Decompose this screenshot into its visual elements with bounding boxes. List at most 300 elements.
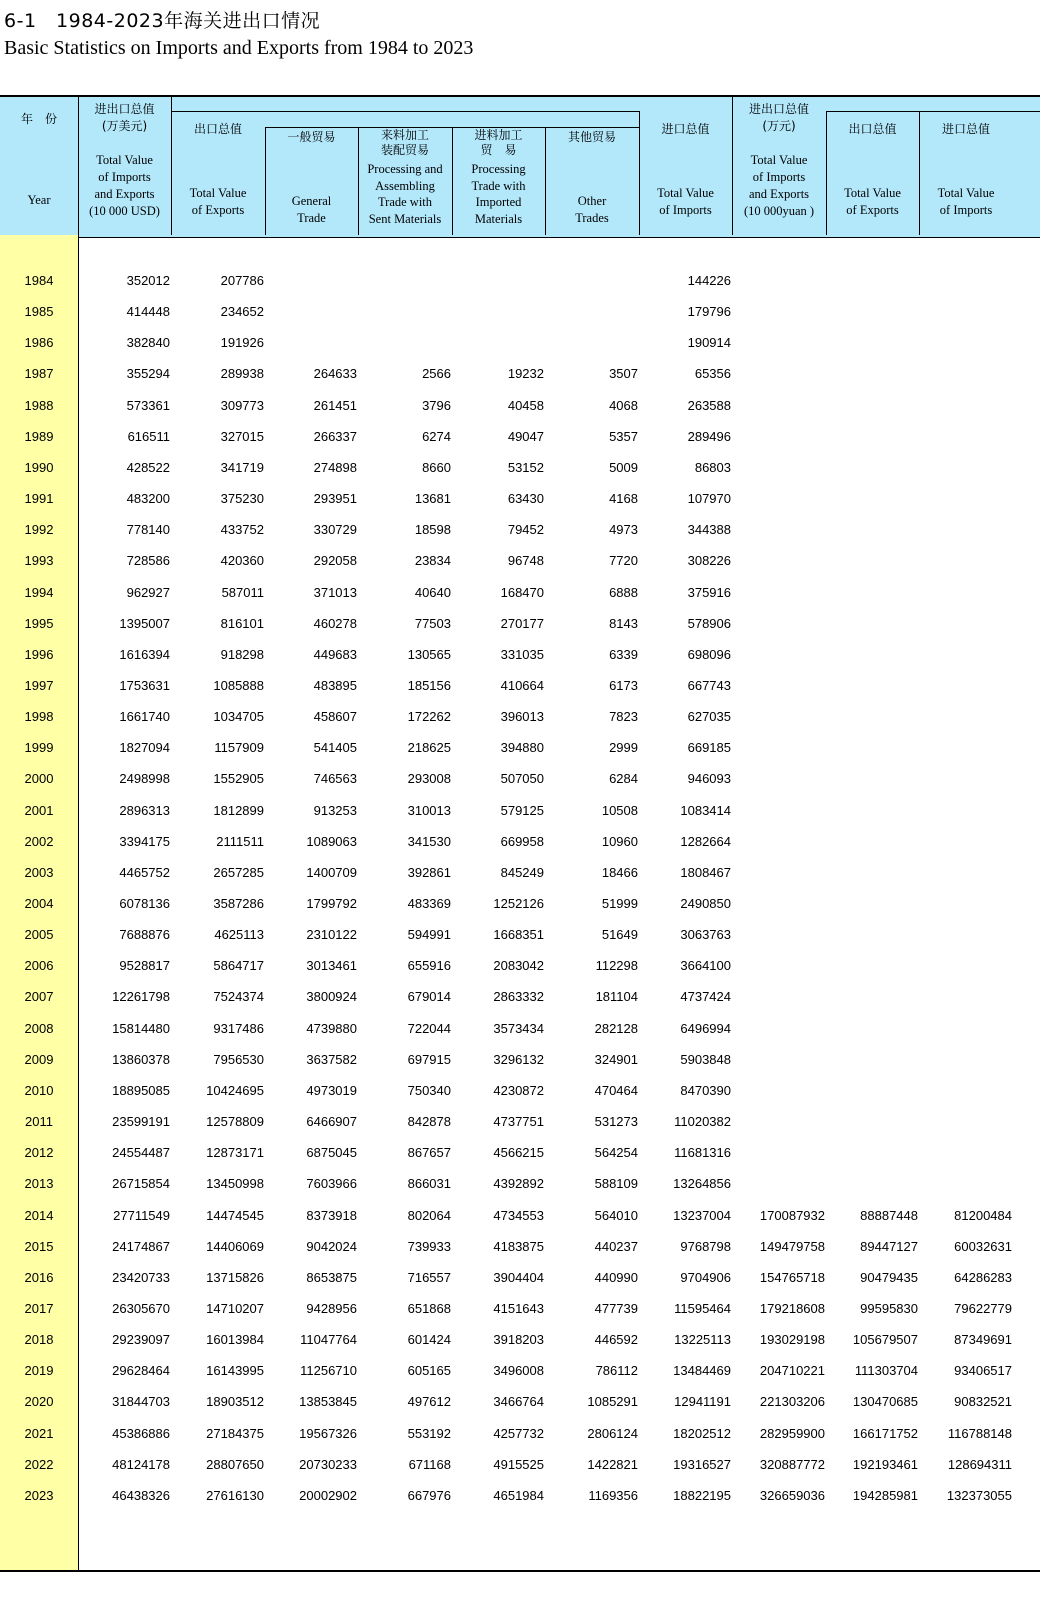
table-row bbox=[0, 732, 1040, 764]
cell-imports: 9704906 bbox=[680, 1269, 731, 1285]
cell-yuan-total bbox=[733, 514, 825, 546]
cell-sent-materials: 497612 bbox=[407, 1394, 451, 1410]
cell-exports: 234652 bbox=[220, 304, 264, 320]
cell-imported-materials: 4392892 bbox=[493, 1176, 544, 1192]
cell-other-trades: 2806124 bbox=[587, 1425, 638, 1441]
cell-exports: 14474545 bbox=[206, 1207, 264, 1223]
cell-exports: 12873171 bbox=[206, 1145, 264, 1161]
cell-imported-materials: 3496008 bbox=[493, 1363, 544, 1379]
cell-year: 2003 bbox=[24, 864, 54, 880]
cell-year: 2017 bbox=[24, 1300, 54, 1316]
table-row bbox=[0, 888, 1040, 920]
cell-yuan-imports bbox=[920, 732, 1012, 764]
cell-other-trades: 112298 bbox=[595, 958, 638, 974]
table-row bbox=[0, 701, 1040, 733]
header-general-cn: 一般贸易 bbox=[287, 130, 336, 144]
cell-yuan-exports bbox=[826, 483, 918, 515]
cell-sent-materials: 130565 bbox=[407, 646, 451, 662]
cell-imported-materials: 1252126 bbox=[493, 896, 544, 911]
cell-exports: 2111511 bbox=[216, 833, 264, 849]
cell-imports: 190914 bbox=[687, 335, 731, 351]
cell-exports: 1812899 bbox=[213, 802, 264, 818]
cell-other-trades: 564254 bbox=[594, 1145, 638, 1161]
cell-usd-total: 778140 bbox=[126, 522, 170, 538]
cell-exports: 2657285 bbox=[213, 864, 264, 880]
cell-yuan-total bbox=[733, 452, 825, 484]
cell-year: 2002 bbox=[24, 833, 54, 849]
cell-general-trade bbox=[265, 296, 357, 328]
cell-yuan-imports bbox=[920, 795, 1012, 827]
cell-yuan-imports bbox=[920, 1044, 1012, 1076]
cell-usd-total: 573361 bbox=[126, 397, 170, 413]
cell-yuan-total: 282959900 bbox=[759, 1425, 825, 1441]
table-row bbox=[0, 545, 1040, 577]
cell-general-trade: 913253 bbox=[313, 802, 357, 818]
cell-imports: 6496994 bbox=[680, 1020, 731, 1036]
cell-yuan-imports bbox=[920, 981, 1012, 1013]
table-row bbox=[0, 452, 1040, 484]
cell-general-trade: 1089063 bbox=[306, 833, 357, 849]
cell-imports: 11681316 bbox=[674, 1145, 731, 1161]
cell-imported-materials: 2083042 bbox=[493, 958, 544, 974]
cell-imported-materials: 4230872 bbox=[493, 1082, 544, 1098]
cell-yuan-exports: 105679507 bbox=[852, 1332, 918, 1348]
cell-imported-materials: 394880 bbox=[500, 740, 544, 756]
cell-general-trade: 7603966 bbox=[306, 1176, 357, 1192]
cell-sent-materials: 750340 bbox=[407, 1082, 451, 1098]
cell-year: 2023 bbox=[24, 1487, 54, 1503]
cell-general-trade: 746563 bbox=[313, 771, 357, 787]
cell-year: 2014 bbox=[24, 1207, 54, 1223]
cell-year: 1998 bbox=[24, 709, 54, 725]
cell-exports: 13450998 bbox=[206, 1176, 264, 1192]
header-yuan-exports-en: Total Value of Exports bbox=[844, 186, 901, 217]
cell-general-trade: 541405 bbox=[313, 740, 357, 756]
cell-sent-materials: 716557 bbox=[407, 1269, 451, 1285]
cell-yuan-exports: 166171752 bbox=[852, 1425, 918, 1441]
cell-sent-materials: 23834 bbox=[414, 553, 451, 569]
cell-year: 2013 bbox=[24, 1176, 54, 1192]
cell-imported-materials: 4183875 bbox=[493, 1238, 544, 1254]
cell-yuan-imports: 132373055 bbox=[946, 1487, 1012, 1503]
cell-yuan-imports bbox=[920, 763, 1012, 795]
cell-yuan-total bbox=[733, 296, 825, 328]
cell-usd-total: 2896313 bbox=[119, 802, 170, 818]
cell-imports: 627035 bbox=[687, 709, 731, 725]
cell-year: 1999 bbox=[24, 740, 54, 756]
cell-yuan-exports bbox=[826, 1106, 918, 1138]
cell-usd-total: 2498998 bbox=[119, 771, 170, 787]
cell-imports: 11595464 bbox=[674, 1300, 731, 1316]
cell-imports: 19316527 bbox=[673, 1456, 731, 1472]
table-row bbox=[0, 390, 1040, 422]
header-exports-cn: 出口总值 bbox=[193, 122, 242, 136]
header-exports-en: Total Value of Exports bbox=[189, 186, 247, 217]
cell-exports: 10424695 bbox=[206, 1082, 264, 1098]
cell-other-trades: 10508 bbox=[601, 802, 638, 818]
cell-yuan-total: 179218608 bbox=[759, 1300, 825, 1316]
cell-yuan-exports bbox=[826, 732, 918, 764]
cell-yuan-imports bbox=[920, 265, 1012, 297]
cell-yuan-imports: 90832521 bbox=[954, 1394, 1012, 1410]
cell-imports: 144226 bbox=[687, 273, 731, 288]
cell-imports: 11020382 bbox=[674, 1114, 731, 1130]
cell-imported-materials: 4566215 bbox=[493, 1145, 544, 1161]
cell-general-trade: 261451 bbox=[313, 397, 357, 413]
cell-exports: 18903512 bbox=[206, 1394, 264, 1410]
cell-sent-materials: 2566 bbox=[422, 366, 451, 382]
cell-general-trade: 11256710 bbox=[300, 1363, 357, 1379]
header-imports-cn: 进口总值 bbox=[661, 122, 710, 136]
cell-sent-materials: 667976 bbox=[407, 1487, 451, 1503]
cell-yuan-imports bbox=[920, 545, 1012, 577]
table-row bbox=[0, 795, 1040, 827]
cell-usd-total: 29239097 bbox=[112, 1332, 170, 1348]
table-row bbox=[0, 265, 1040, 297]
cell-imports: 86803 bbox=[694, 459, 731, 475]
cell-imported-materials: 845249 bbox=[500, 864, 544, 880]
cell-yuan-imports bbox=[920, 1137, 1012, 1169]
cell-exports: 1085888 bbox=[213, 677, 264, 693]
table-row bbox=[0, 639, 1040, 671]
cell-usd-total: 46438326 bbox=[112, 1487, 170, 1503]
cell-yuan-exports bbox=[826, 452, 918, 484]
cell-yuan-imports bbox=[920, 577, 1012, 609]
cell-usd-total: 23420733 bbox=[112, 1269, 170, 1285]
cell-yuan-exports: 89447127 bbox=[860, 1238, 918, 1254]
cell-imports: 1083414 bbox=[680, 802, 731, 818]
cell-yuan-total bbox=[733, 981, 825, 1013]
cell-yuan-imports bbox=[920, 1106, 1012, 1138]
cell-exports: 12578809 bbox=[206, 1114, 264, 1130]
cell-yuan-imports: 64286283 bbox=[954, 1269, 1012, 1285]
cell-year: 2011 bbox=[25, 1114, 53, 1130]
cell-usd-total: 23599191 bbox=[112, 1114, 170, 1130]
cell-year: 1992 bbox=[24, 522, 54, 538]
cell-sent-materials: 8660 bbox=[422, 459, 451, 475]
cell-imported-materials: 507050 bbox=[500, 771, 544, 787]
cell-yuan-total bbox=[733, 390, 825, 422]
cell-yuan-total bbox=[733, 670, 825, 702]
cell-yuan-total bbox=[733, 701, 825, 733]
cell-imports: 1808467 bbox=[680, 864, 731, 880]
cell-sent-materials: 671168 bbox=[408, 1456, 451, 1472]
cell-yuan-imports bbox=[920, 857, 1012, 889]
cell-imported-materials: 410664 bbox=[500, 677, 544, 693]
cell-exports: 1034705 bbox=[213, 709, 264, 725]
cell-sent-materials: 13681 bbox=[414, 491, 451, 507]
cell-imported-materials bbox=[452, 296, 544, 328]
cell-other-trades: 6888 bbox=[609, 584, 638, 600]
cell-general-trade: 6466907 bbox=[306, 1114, 357, 1130]
cell-sent-materials: 679014 bbox=[407, 989, 451, 1005]
cell-year: 1997 bbox=[24, 677, 54, 693]
cell-imports: 2490850 bbox=[680, 896, 731, 911]
cell-imported-materials: 3466764 bbox=[493, 1394, 544, 1410]
cell-yuan-total bbox=[733, 950, 825, 982]
cell-other-trades: 324901 bbox=[594, 1051, 638, 1067]
cell-general-trade: 1400709 bbox=[306, 864, 357, 880]
cell-sent-materials bbox=[359, 327, 451, 359]
cell-yuan-imports bbox=[920, 327, 1012, 359]
cell-year: 2008 bbox=[24, 1020, 54, 1036]
cell-other-trades bbox=[546, 327, 638, 359]
cell-usd-total: 24554487 bbox=[112, 1145, 170, 1161]
cell-usd-total: 1753631 bbox=[119, 677, 170, 693]
cell-yuan-total: 320887772 bbox=[759, 1456, 825, 1472]
header-usd-total-cn: 进出口总值 (万美元) bbox=[94, 102, 155, 133]
cell-other-trades: 7720 bbox=[609, 553, 638, 569]
cell-sent-materials: 18598 bbox=[414, 522, 451, 538]
cell-yuan-imports: 87349691 bbox=[954, 1332, 1012, 1348]
cell-yuan-exports bbox=[826, 701, 918, 733]
cell-yuan-total bbox=[733, 421, 825, 453]
table-row bbox=[0, 1386, 1040, 1418]
cell-sent-materials bbox=[359, 265, 451, 297]
cell-exports: 16143995 bbox=[206, 1363, 264, 1379]
header-other-trades-en: Other Trades bbox=[575, 194, 609, 225]
cell-yuan-total bbox=[733, 795, 825, 827]
cell-imported-materials: 579125 bbox=[500, 802, 544, 818]
cell-usd-total: 728586 bbox=[126, 553, 170, 569]
cell-year: 2019 bbox=[24, 1363, 54, 1379]
cell-yuan-imports bbox=[920, 452, 1012, 484]
cell-yuan-imports bbox=[920, 826, 1012, 858]
cell-general-trade: 460278 bbox=[313, 615, 357, 631]
cell-exports: 27184375 bbox=[206, 1425, 264, 1441]
cell-usd-total: 414448 bbox=[126, 304, 170, 320]
table-row bbox=[0, 981, 1040, 1013]
cell-usd-total: 26715854 bbox=[112, 1176, 170, 1192]
cell-general-trade: 9428956 bbox=[306, 1300, 357, 1316]
cell-other-trades bbox=[546, 296, 638, 328]
cell-year: 2005 bbox=[24, 927, 54, 943]
cell-yuan-exports bbox=[826, 577, 918, 609]
cell-yuan-imports bbox=[920, 514, 1012, 546]
cell-sent-materials: 310013 bbox=[407, 802, 451, 818]
cell-general-trade: 20002902 bbox=[299, 1487, 357, 1503]
cell-imports: 179796 bbox=[687, 304, 731, 320]
cell-imports: 289496 bbox=[687, 428, 731, 444]
table-row bbox=[0, 1480, 1040, 1512]
cell-imports: 8470390 bbox=[680, 1082, 731, 1098]
cell-yuan-exports: 192193461 bbox=[852, 1456, 918, 1472]
cell-sent-materials: 842878 bbox=[407, 1114, 451, 1130]
cell-year: 1994 bbox=[24, 584, 54, 600]
table-row bbox=[0, 1293, 1040, 1325]
cell-yuan-exports bbox=[826, 826, 918, 858]
header-year-en: Year bbox=[27, 193, 51, 207]
cell-year: 2010 bbox=[24, 1082, 54, 1098]
cell-yuan-total: 170087932 bbox=[759, 1207, 825, 1223]
cell-yuan-imports bbox=[920, 639, 1012, 671]
cell-imported-materials: 1668351 bbox=[493, 927, 544, 943]
cell-yuan-total bbox=[733, 732, 825, 764]
cell-other-trades: 10960 bbox=[601, 833, 638, 849]
table-row bbox=[0, 1013, 1040, 1045]
cell-usd-total: 3394175 bbox=[119, 833, 170, 849]
cell-general-trade: 274898 bbox=[313, 459, 357, 475]
table-row bbox=[0, 1075, 1040, 1107]
cell-yuan-total bbox=[733, 608, 825, 640]
table-row bbox=[0, 857, 1040, 889]
cell-yuan-total bbox=[733, 639, 825, 671]
cell-sent-materials bbox=[359, 296, 451, 328]
cell-imported-materials: 4651984 bbox=[493, 1487, 544, 1503]
cell-yuan-exports bbox=[826, 608, 918, 640]
cell-general-trade: 8373918 bbox=[306, 1207, 357, 1223]
cell-sent-materials: 802064 bbox=[407, 1207, 451, 1223]
cell-other-trades: 51649 bbox=[601, 927, 638, 943]
cell-year: 1993 bbox=[24, 553, 54, 569]
cell-imports: 344388 bbox=[687, 522, 731, 538]
table-row bbox=[0, 1324, 1040, 1356]
cell-exports: 341719 bbox=[220, 459, 264, 475]
table-header bbox=[0, 95, 1040, 238]
cell-other-trades: 6339 bbox=[609, 646, 638, 662]
cell-yuan-exports bbox=[826, 763, 918, 795]
cell-other-trades: 2999 bbox=[609, 740, 638, 756]
cell-other-trades bbox=[546, 265, 638, 297]
cell-sent-materials: 655916 bbox=[407, 958, 451, 974]
cell-other-trades: 531273 bbox=[594, 1114, 638, 1130]
cell-other-trades: 18466 bbox=[601, 864, 638, 880]
cell-imports: 1282664 bbox=[680, 833, 731, 849]
table-row bbox=[0, 1044, 1040, 1076]
cell-year: 1995 bbox=[24, 615, 54, 631]
cell-general-trade: 3637582 bbox=[306, 1051, 357, 1067]
header-other-trades-cn: 其他贸易 bbox=[567, 130, 616, 144]
cell-imported-materials: 3296132 bbox=[493, 1051, 544, 1067]
cell-general-trade: 458607 bbox=[313, 709, 357, 725]
cell-usd-total: 352012 bbox=[126, 273, 170, 288]
cell-yuan-exports bbox=[826, 358, 918, 390]
cell-general-trade: 13853845 bbox=[299, 1394, 357, 1410]
table-row bbox=[0, 1106, 1040, 1138]
cell-other-trades: 181104 bbox=[595, 989, 638, 1005]
cell-year: 2021 bbox=[24, 1425, 54, 1441]
cell-exports: 16013984 bbox=[206, 1332, 264, 1348]
header-usd-total-en: Total Value of Imports and Exports (10 000 USD) bbox=[89, 153, 160, 218]
cell-year: 2006 bbox=[24, 958, 54, 974]
header-imports-en: Total Value of Imports bbox=[657, 186, 714, 217]
table-bottom-rule bbox=[0, 1570, 1040, 1572]
header-yuan-exports-cn: 出口总值 bbox=[848, 122, 897, 136]
table-row bbox=[0, 1168, 1040, 1200]
cell-exports: 207786 bbox=[220, 273, 264, 288]
cell-imported-materials: 4257732 bbox=[493, 1425, 544, 1441]
cell-imports: 13484469 bbox=[673, 1363, 731, 1379]
cell-yuan-imports bbox=[920, 483, 1012, 515]
cell-usd-total: 27711549 bbox=[113, 1207, 170, 1223]
cell-other-trades: 477739 bbox=[594, 1300, 638, 1316]
cell-other-trades: 446592 bbox=[594, 1332, 638, 1348]
cell-exports: 433752 bbox=[220, 522, 264, 538]
cell-yuan-exports bbox=[826, 545, 918, 577]
cell-sent-materials: 867657 bbox=[407, 1145, 451, 1161]
cell-yuan-imports: 128694311 bbox=[947, 1456, 1012, 1472]
cell-general-trade: 9042024 bbox=[306, 1238, 357, 1254]
cell-yuan-exports: 111303704 bbox=[854, 1363, 918, 1379]
header-sent-materials-en: Processing and Assembling Trade with Sent Materials bbox=[367, 162, 443, 226]
cell-yuan-total bbox=[733, 483, 825, 515]
cell-imports: 946093 bbox=[687, 771, 731, 787]
cell-exports: 7956530 bbox=[213, 1051, 264, 1067]
cell-general-trade: 483895 bbox=[313, 677, 357, 693]
cell-sent-materials: 218625 bbox=[407, 740, 451, 756]
table-row bbox=[0, 1262, 1040, 1294]
cell-usd-total: 13860378 bbox=[112, 1051, 170, 1067]
cell-yuan-total: 221303206 bbox=[759, 1394, 825, 1410]
cell-usd-total: 355294 bbox=[126, 366, 170, 382]
cell-yuan-exports bbox=[826, 857, 918, 889]
table-row bbox=[0, 1355, 1040, 1387]
cell-yuan-total bbox=[733, 358, 825, 390]
cell-usd-total: 1395007 bbox=[119, 615, 170, 631]
cell-imports: 9768798 bbox=[680, 1238, 731, 1254]
table-row bbox=[0, 1418, 1040, 1450]
table-row bbox=[0, 1137, 1040, 1169]
cell-yuan-total bbox=[733, 1075, 825, 1107]
cell-yuan-total bbox=[733, 545, 825, 577]
cell-yuan-imports bbox=[920, 701, 1012, 733]
cell-year: 2012 bbox=[24, 1145, 54, 1161]
cell-sent-materials: 739933 bbox=[407, 1238, 451, 1254]
cell-general-trade: 293951 bbox=[313, 491, 357, 507]
cell-yuan-imports: 93406517 bbox=[954, 1363, 1012, 1379]
cell-year: 2001 bbox=[24, 802, 54, 818]
header-yuan-total-cn: 进出口总值 (万元) bbox=[748, 102, 809, 133]
cell-sent-materials: 40640 bbox=[414, 584, 451, 600]
cell-other-trades: 1085291 bbox=[587, 1394, 638, 1410]
cell-imported-materials: 63430 bbox=[507, 491, 544, 507]
cell-imported-materials: 270177 bbox=[500, 615, 544, 631]
cell-other-trades: 6284 bbox=[609, 771, 638, 787]
cell-other-trades: 588109 bbox=[594, 1176, 638, 1192]
cell-yuan-exports bbox=[826, 1044, 918, 1076]
cell-exports: 289938 bbox=[220, 366, 264, 382]
cell-exports: 1552905 bbox=[213, 771, 264, 787]
cell-imported-materials: 40458 bbox=[507, 397, 544, 413]
cell-yuan-total: 154765718 bbox=[759, 1269, 825, 1285]
cell-other-trades: 7823 bbox=[609, 709, 638, 725]
cell-exports: 327015 bbox=[220, 428, 264, 444]
cell-general-trade: 19567326 bbox=[299, 1425, 357, 1441]
cell-yuan-exports bbox=[826, 514, 918, 546]
cell-exports: 7524374 bbox=[213, 989, 264, 1005]
cell-yuan-exports: 90479435 bbox=[860, 1269, 918, 1285]
cell-sent-materials: 866031 bbox=[407, 1176, 451, 1192]
cell-usd-total: 6078136 bbox=[119, 896, 170, 911]
cell-imports: 308226 bbox=[687, 553, 731, 569]
cell-yuan-imports bbox=[920, 1168, 1012, 1200]
table-row bbox=[0, 826, 1040, 858]
cell-yuan-exports bbox=[826, 795, 918, 827]
cell-general-trade: 264633 bbox=[313, 366, 357, 382]
cell-imported-materials: 3918203 bbox=[493, 1332, 544, 1348]
cell-yuan-exports bbox=[826, 327, 918, 359]
cell-imported-materials: 79452 bbox=[507, 522, 544, 538]
cell-imports: 18822195 bbox=[673, 1487, 731, 1503]
cell-sent-materials: 651868 bbox=[407, 1300, 451, 1316]
cell-year: 1989 bbox=[24, 428, 54, 444]
cell-yuan-exports bbox=[826, 670, 918, 702]
cell-imports: 263588 bbox=[687, 397, 731, 413]
table-row bbox=[0, 763, 1040, 795]
page-title-english: Basic Statistics on Imports and Exports from 1984 to 2023 bbox=[4, 37, 474, 59]
cell-sent-materials: 185156 bbox=[407, 677, 451, 693]
cell-imports: 698096 bbox=[687, 646, 731, 662]
